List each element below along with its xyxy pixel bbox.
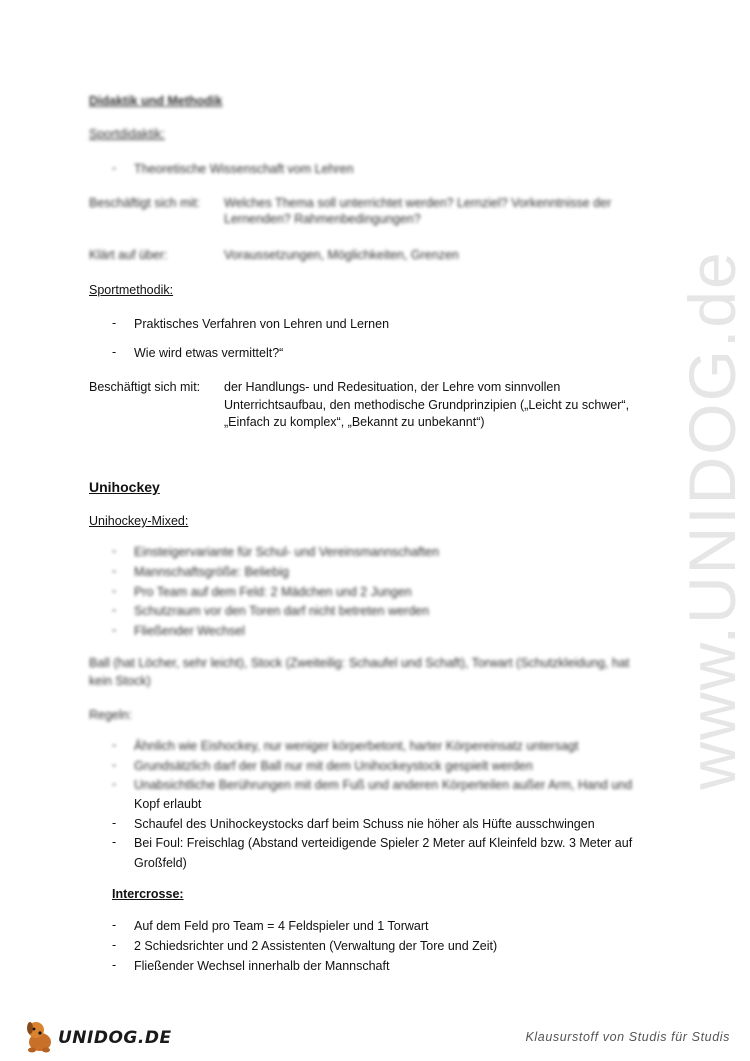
- list-item: Schaufel des Unihockeystocks darf beim Schuss nie höher als Hüfte ausschwingen: [134, 817, 595, 831]
- text-line: Kopf erlaubt: [134, 797, 202, 811]
- bullet-dash: -: [112, 777, 117, 791]
- label-regeln: Regeln:: [89, 708, 133, 722]
- text-line: Lernenden? Rahmenbedingungen?: [224, 212, 421, 226]
- label-klaert: Klärt auf über:: [89, 248, 168, 262]
- subheading-intercrosse: Intercrosse:: [112, 887, 184, 901]
- bullet-dash: -: [112, 544, 117, 558]
- list-item: Einsteigervariante für Schul- und Vereinsmannschaften: [134, 545, 440, 559]
- subheading-unihockey-mixed: Unihockey-Mixed:: [89, 514, 189, 528]
- bullet-dash: -: [112, 918, 117, 932]
- list-item: Fließender Wechsel innerhalb der Mannschaft: [134, 959, 390, 973]
- footer-tagline: Klausurstoff von Studis für Studis: [525, 1030, 730, 1044]
- text-line: Voraussetzungen, Möglichkeiten, Grenzen: [224, 248, 459, 262]
- watermark: www.UNIDOG.de: [675, 250, 749, 790]
- label-beschaeftigt: Beschäftigt sich mit:: [89, 380, 201, 394]
- list-item: Pro Team auf dem Feld: 2 Mädchen und 2 Jungen: [134, 585, 412, 599]
- list-item: Auf dem Feld pro Team = 4 Feldspieler und 1 Torwart: [134, 919, 429, 933]
- bullet-dash: -: [112, 316, 117, 330]
- list-item: Mannschaftsgröße: Beliebig: [134, 565, 289, 579]
- label-beschaeftigt: Beschäftigt sich mit:: [89, 196, 201, 210]
- list-item: Wie wird etwas vermittelt?“: [134, 346, 284, 360]
- text-line: „Einfach zu komplex“, „Bekannt zu unbekannt“): [224, 415, 485, 429]
- section-heading-didaktik: Didaktik und Methodik: [89, 94, 223, 108]
- text-line: Ball (hat Löcher, sehr leicht), Stock (Zweiteilig: Schaufel und Schaft), Torwart (Schutzkleidung, hat: [89, 656, 630, 670]
- bullet-dash: -: [112, 738, 117, 752]
- list-item: Fließender Wechsel: [134, 624, 245, 638]
- text-line: Welches Thema soll unterrichtet werden? Lernziel? Vorkenntnisse der: [224, 196, 612, 210]
- text-line: Großfeld): [134, 856, 187, 870]
- bullet-dash: -: [112, 938, 117, 952]
- list-item: Bei Foul: Freischlag (Abstand verteidigende Spieler 2 Meter auf Kleinfeld bzw. 3 Meter auf: [134, 836, 633, 850]
- bullet-dash: -: [112, 564, 117, 578]
- text-line: Unterrichtsaufbau, den methodische Grundprinzipien („Leicht zu schwer“,: [224, 398, 630, 412]
- list-item: 2 Schiedsrichter und 2 Assistenten (Verwaltung der Tore und Zeit): [134, 939, 498, 953]
- subheading-sportdidaktik: Sportdidaktik:: [89, 127, 165, 141]
- bullet-dash: -: [112, 584, 117, 598]
- list-item: Unabsichtliche Berührungen mit dem Fuß und anderen Körperteilen außer Arm, Hand und: [134, 778, 633, 792]
- section-heading-unihockey: Unihockey: [89, 479, 160, 495]
- list-item: Praktisches Verfahren von Lehren und Lernen: [134, 317, 390, 331]
- text-line: der Handlungs- und Redesituation, der Lehre vom sinnvollen: [224, 380, 561, 394]
- list-item: Grundsätzlich darf der Ball nur mit dem Unihockeystock gespielt werden: [134, 759, 533, 773]
- list-item: Ähnlich wie Eishockey, nur weniger körperbetont, harter Körpereinsatz untersagt: [134, 739, 579, 753]
- logo-text: UNIDOG.DE: [58, 1028, 172, 1048]
- dog-icon: [22, 1016, 62, 1056]
- bullet-dash: -: [112, 623, 117, 637]
- bullet-dash: -: [112, 758, 117, 772]
- bullet-dash: -: [112, 816, 117, 830]
- text-line: kein Stock): [89, 674, 151, 688]
- bullet-dash: -: [112, 958, 117, 972]
- subheading-sportmethodik: Sportmethodik:: [89, 283, 174, 297]
- list-item: Theoretische Wissenschaft vom Lehren: [134, 162, 354, 176]
- bullet-dash: -: [112, 835, 117, 849]
- bullet-dash: -: [112, 345, 117, 359]
- bullet-dash: -: [112, 603, 117, 617]
- list-item: Schutzraum vor den Toren darf nicht betreten werden: [134, 604, 430, 618]
- bullet-dash: -: [112, 161, 117, 175]
- unidog-logo: [22, 1016, 172, 1056]
